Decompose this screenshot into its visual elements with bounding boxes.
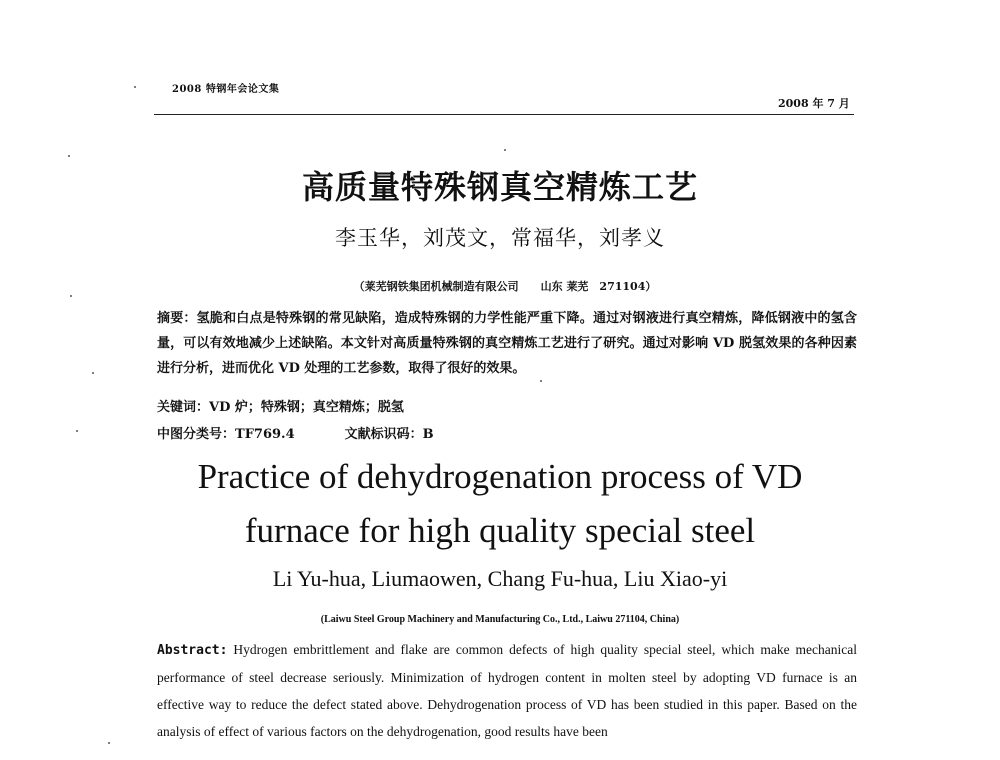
chinese-keywords [157,396,404,415]
chinese-classification [157,423,434,442]
chinese-authors: 李玉华，刘茂文，常福华，刘孝义 [335,226,665,250]
doc-code-label: 文献标识码： [344,427,423,442]
english-title-line-1: Practice of dehydrogenation process of VD [197,457,803,496]
scan-speck [134,86,136,88]
english-title-line-2: furnace for high quality special steel [244,511,756,550]
clc-label: 中图分类号： [157,427,236,442]
english-authors: Li Yu-hua, Liumaowen, Chang Fu-hua, Liu Xiao-yi [272,566,728,591]
scan-speck [68,155,70,157]
scan-speck [70,295,72,297]
chinese-affiliation: （莱芜钢铁集团机械制造有限公司 山东 莱芜 271104） [353,280,657,293]
clc-value: TF769.4 [235,427,295,442]
chinese-keywords-label: 关键词： [157,400,210,415]
english-affiliation: (Laiwu Steel Group Machinery and Manufacturing Co., Ltd., Laiwu 271104, China) [320,614,680,625]
scan-speck [540,380,542,382]
scan-speck [108,742,110,744]
scan-speck [92,372,94,374]
chinese-title: 高质量特殊钢真空精炼工艺 [301,168,698,206]
chinese-abstract-label: 摘要： [157,311,197,326]
english-abstract-label: Abstract: [157,643,228,658]
chinese-keywords-text: VD 炉；特殊钢；真空精炼；脱氢 [209,400,404,415]
scan-speck [504,149,506,151]
chinese-abstract [157,306,857,381]
header-rule [154,114,854,115]
running-header-left: 2008 特钢年会论文集 [172,84,280,95]
english-title [0,450,1000,558]
english-abstract [157,636,857,745]
english-abstract-text: Hydrogen embrittlement and flake are common defects of high quality special steel, which make mechanical performance of steel decrease seriously. Minimization of hydrogen content in molten steel by adopting VD furnace is an effective way to reduce the defect stated above. Dehydrogenation process of VD has been studied in this paper. Based on the analysis of effect of various factors on the dehydrogenation, good results have been [157,642,857,739]
scan-speck [76,430,78,432]
running-header-right: 2008 年 7 月 [778,97,850,110]
chinese-abstract-text: 氢脆和白点是特殊钢的常见缺陷，造成特殊钢的力学性能严重下降。通过对钢液进行真空精炼，降低钢液中的氢含量，可以有效地减少上述缺陷。本文针对高质量特殊钢的真空精炼工艺进行了研究。通过对影响 VD 脱氢效果的各种因素进行分析，进而优化 VD 处理的工艺参数，取得了很好的效果。 [157,311,857,376]
doc-code-value: B [422,427,434,442]
